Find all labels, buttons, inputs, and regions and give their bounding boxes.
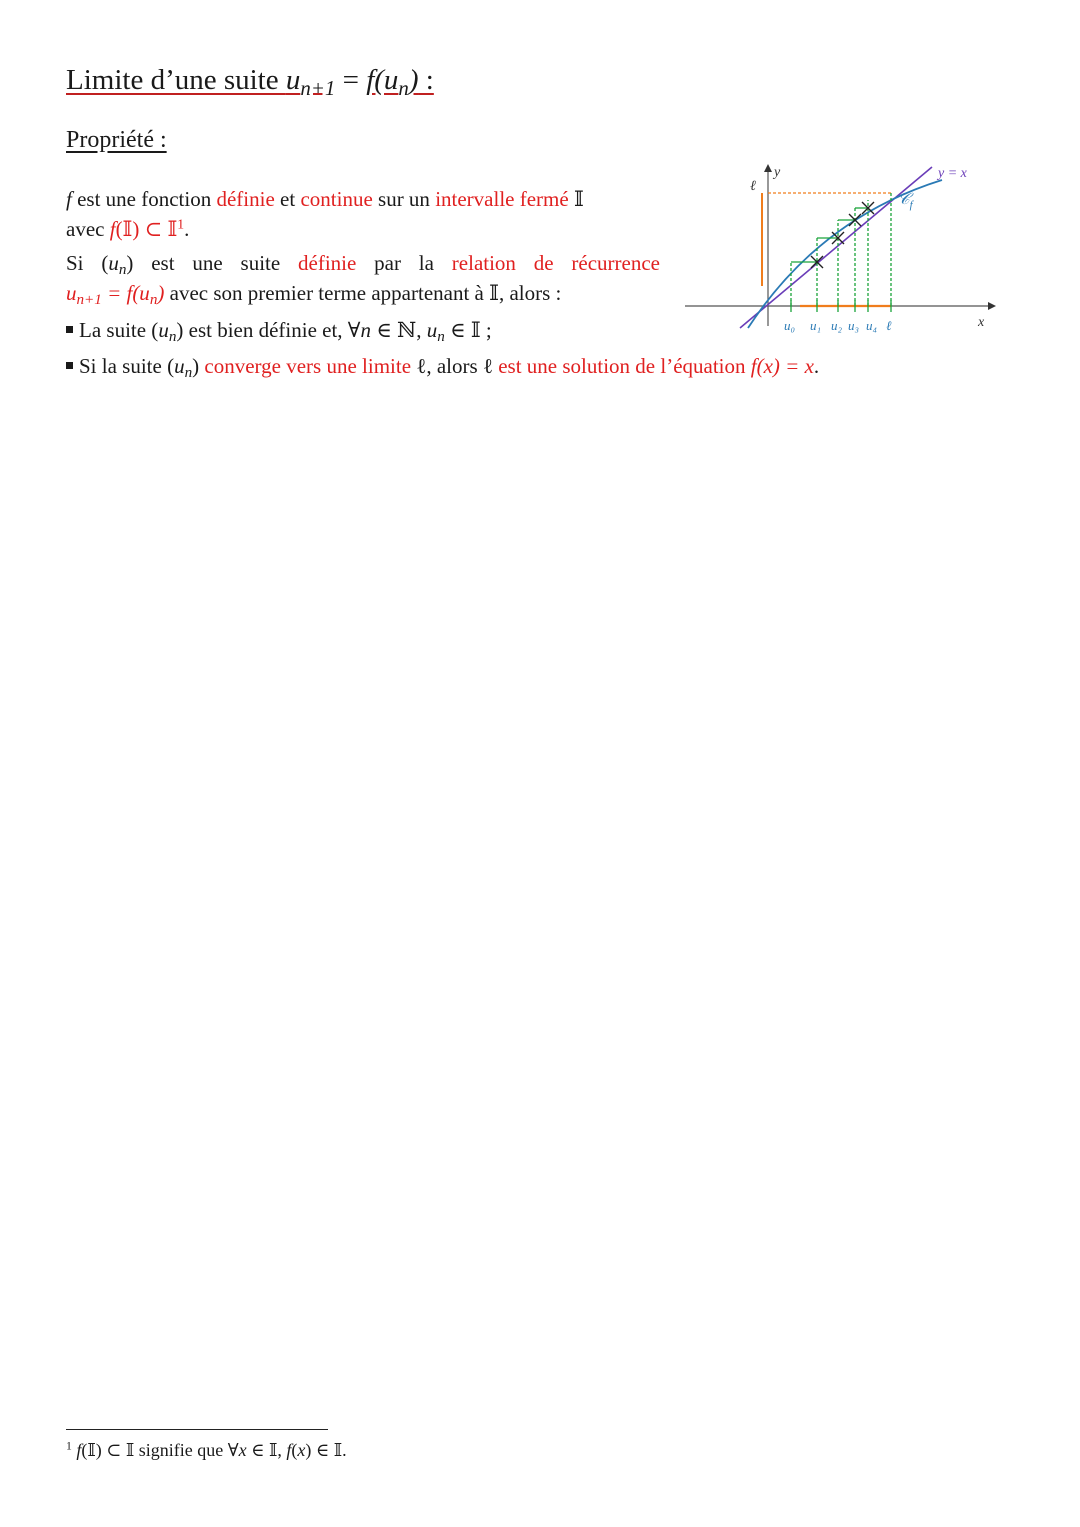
bullet-square-icon	[66, 326, 73, 333]
label-u3: u₃	[848, 318, 860, 333]
label-u1: u₁	[810, 318, 822, 333]
cobweb-figure	[680, 158, 1000, 338]
property-heading: Propriété :	[66, 127, 167, 153]
limit-y-label: ℓ	[750, 179, 756, 194]
bullet-item-limit: Si la suite $(u_n)$ converge vers une limite ℓ, alors ℓ est une solution de l’équation f(x) = x.	[66, 354, 819, 379]
hypothesis-line-2: avec f(𝕀) ⊂ 𝕀$^1$.	[66, 216, 190, 241]
y-axis-arrow-icon	[764, 164, 772, 172]
cobweb-markers	[811, 202, 874, 268]
hypothesis-paragraph	[66, 184, 660, 244]
page-title: Limite d’une suite $u_{n+1} = f(u_n)$ :	[66, 64, 434, 100]
x-axis-label: x	[978, 315, 985, 330]
sequence-line-1: Si $(u_n)$ est une suite définie par la relation de récurrence	[66, 251, 660, 279]
label-u2: u₂	[831, 318, 843, 333]
footnote-separator	[66, 1429, 328, 1430]
curve-cf-label: 𝒞$_f$	[898, 191, 913, 211]
bullet-item-defined: La suite $(u_n)$ est bien définie et, ∀n ∈ ℕ, $u_n$ ∈ 𝕀 ;	[66, 318, 492, 343]
hypothesis-line-1: f est une fonction définie et continue sur un intervalle fermé 𝕀	[66, 187, 584, 211]
diagonal-label: y = x	[938, 166, 967, 181]
y-axis-label: y	[774, 165, 781, 180]
label-limit: ℓ	[886, 318, 892, 333]
label-u0: u₀	[784, 318, 796, 333]
sequence-paragraph	[66, 248, 660, 308]
x-axis-arrow-icon	[988, 302, 996, 310]
footnote: $^1$ f(𝕀) ⊂ 𝕀 signifie que ∀x ∈ 𝕀, f(x) ∈ 𝕀.	[66, 1439, 347, 1460]
sequence-line-2: $u_{n+1} = f(u_n)$ avec son premier terme appartenant à 𝕀, alors :	[66, 281, 562, 309]
label-u4: u₄	[866, 318, 878, 333]
bullet-square-icon	[66, 362, 73, 369]
